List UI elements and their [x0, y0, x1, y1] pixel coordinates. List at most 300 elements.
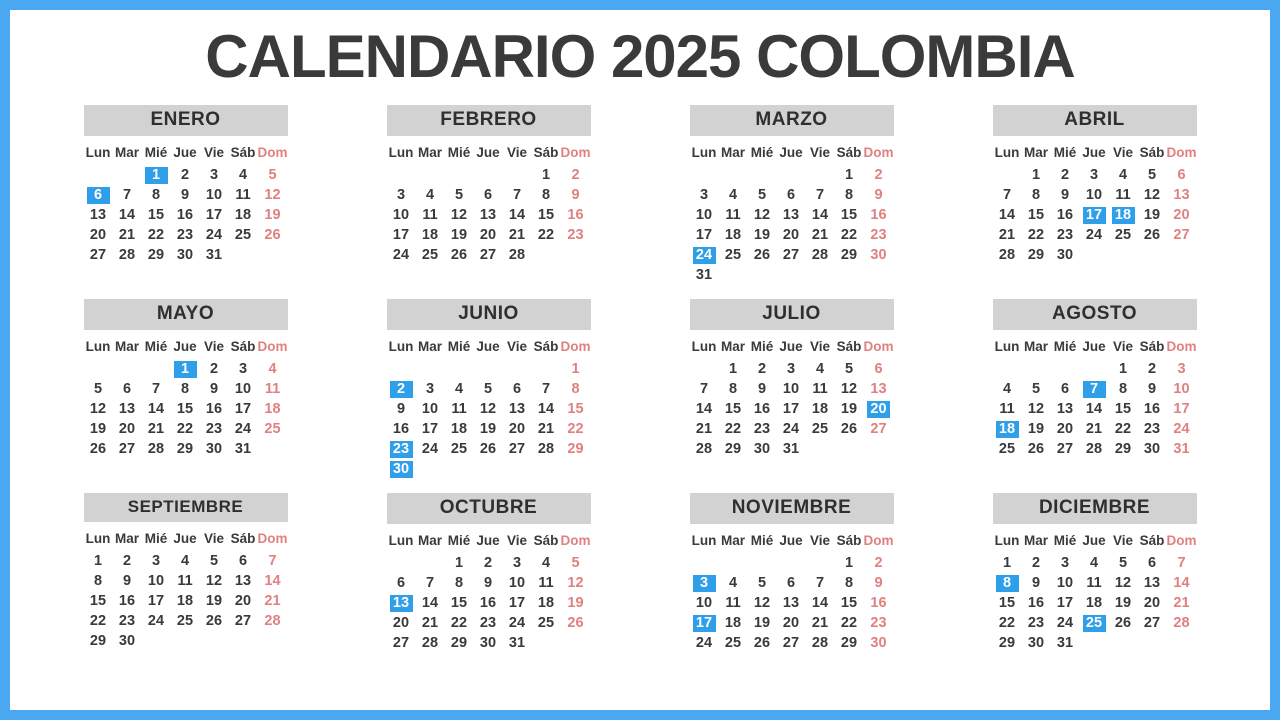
day-cell[interactable] — [748, 633, 777, 653]
day-cell[interactable] — [719, 205, 748, 225]
day-cell[interactable] — [561, 399, 591, 419]
day-cell[interactable] — [1022, 573, 1051, 593]
day-cell[interactable] — [445, 573, 474, 593]
day-cell[interactable] — [200, 185, 229, 205]
day-cell[interactable] — [532, 165, 561, 185]
day-cell[interactable] — [503, 185, 532, 205]
day-cell[interactable] — [1109, 593, 1138, 613]
day-cell[interactable] — [387, 205, 416, 225]
day-cell[interactable] — [142, 591, 171, 611]
day-cell[interactable] — [200, 379, 229, 399]
day-cell[interactable] — [171, 165, 200, 185]
day-cell[interactable] — [416, 379, 445, 399]
day-cell[interactable] — [806, 419, 835, 439]
holiday-day-cell[interactable] — [142, 165, 171, 185]
day-cell[interactable] — [748, 573, 777, 593]
day-cell[interactable] — [474, 205, 503, 225]
day-cell[interactable] — [1138, 359, 1167, 379]
day-cell[interactable] — [200, 399, 229, 419]
day-cell[interactable] — [864, 379, 894, 399]
day-cell[interactable] — [1167, 439, 1197, 459]
day-cell[interactable] — [777, 379, 806, 399]
day-cell[interactable] — [1138, 593, 1167, 613]
day-cell[interactable] — [719, 399, 748, 419]
day-cell[interactable] — [171, 571, 200, 591]
day-cell[interactable] — [835, 593, 864, 613]
day-cell[interactable] — [1022, 165, 1051, 185]
day-cell[interactable] — [445, 593, 474, 613]
day-cell[interactable] — [993, 399, 1022, 419]
day-cell[interactable] — [777, 593, 806, 613]
day-cell[interactable] — [748, 399, 777, 419]
day-cell[interactable] — [387, 245, 416, 265]
day-cell[interactable] — [84, 551, 113, 571]
day-cell[interactable] — [864, 613, 894, 633]
day-cell[interactable] — [387, 573, 416, 593]
day-cell[interactable] — [503, 245, 532, 265]
holiday-day-cell[interactable] — [993, 573, 1022, 593]
day-cell[interactable] — [993, 439, 1022, 459]
day-cell[interactable] — [445, 439, 474, 459]
day-cell[interactable] — [503, 439, 532, 459]
day-cell[interactable] — [835, 553, 864, 573]
holiday-day-cell[interactable] — [1080, 379, 1109, 399]
day-cell[interactable] — [835, 399, 864, 419]
day-cell[interactable] — [474, 573, 503, 593]
day-cell[interactable] — [864, 205, 894, 225]
holiday-day-cell[interactable] — [387, 439, 416, 459]
day-cell[interactable] — [748, 613, 777, 633]
day-cell[interactable] — [1051, 185, 1080, 205]
day-cell[interactable] — [690, 265, 719, 285]
day-cell[interactable] — [993, 553, 1022, 573]
day-cell[interactable] — [532, 573, 561, 593]
day-cell[interactable] — [748, 245, 777, 265]
day-cell[interactable] — [113, 225, 142, 245]
day-cell[interactable] — [416, 439, 445, 459]
day-cell[interactable] — [387, 225, 416, 245]
day-cell[interactable] — [806, 205, 835, 225]
day-cell[interactable] — [416, 419, 445, 439]
day-cell[interactable] — [84, 591, 113, 611]
day-cell[interactable] — [258, 419, 288, 439]
day-cell[interactable] — [200, 245, 229, 265]
day-cell[interactable] — [532, 225, 561, 245]
day-cell[interactable] — [1080, 573, 1109, 593]
day-cell[interactable] — [229, 399, 258, 419]
holiday-day-cell[interactable] — [690, 245, 719, 265]
day-cell[interactable] — [113, 205, 142, 225]
day-cell[interactable] — [993, 593, 1022, 613]
day-cell[interactable] — [864, 185, 894, 205]
day-cell[interactable] — [1051, 439, 1080, 459]
day-cell[interactable] — [864, 165, 894, 185]
day-cell[interactable] — [113, 551, 142, 571]
day-cell[interactable] — [1109, 439, 1138, 459]
day-cell[interactable] — [1167, 225, 1197, 245]
day-cell[interactable] — [474, 439, 503, 459]
day-cell[interactable] — [503, 633, 532, 653]
day-cell[interactable] — [229, 379, 258, 399]
day-cell[interactable] — [561, 553, 591, 573]
day-cell[interactable] — [1167, 419, 1197, 439]
day-cell[interactable] — [806, 573, 835, 593]
day-cell[interactable] — [1051, 633, 1080, 653]
day-cell[interactable] — [171, 439, 200, 459]
day-cell[interactable] — [445, 613, 474, 633]
day-cell[interactable] — [1138, 205, 1167, 225]
day-cell[interactable] — [1051, 225, 1080, 245]
day-cell[interactable] — [416, 593, 445, 613]
day-cell[interactable] — [532, 613, 561, 633]
day-cell[interactable] — [1080, 399, 1109, 419]
day-cell[interactable] — [84, 225, 113, 245]
day-cell[interactable] — [142, 185, 171, 205]
day-cell[interactable] — [1109, 165, 1138, 185]
day-cell[interactable] — [835, 225, 864, 245]
day-cell[interactable] — [229, 225, 258, 245]
day-cell[interactable] — [200, 551, 229, 571]
day-cell[interactable] — [864, 245, 894, 265]
day-cell[interactable] — [1022, 419, 1051, 439]
day-cell[interactable] — [171, 225, 200, 245]
day-cell[interactable] — [1167, 379, 1197, 399]
day-cell[interactable] — [835, 359, 864, 379]
day-cell[interactable] — [142, 399, 171, 419]
day-cell[interactable] — [171, 399, 200, 419]
day-cell[interactable] — [532, 553, 561, 573]
day-cell[interactable] — [142, 611, 171, 631]
day-cell[interactable] — [1051, 205, 1080, 225]
day-cell[interactable] — [1080, 439, 1109, 459]
day-cell[interactable] — [229, 419, 258, 439]
day-cell[interactable] — [1167, 185, 1197, 205]
day-cell[interactable] — [113, 439, 142, 459]
day-cell[interactable] — [1167, 205, 1197, 225]
day-cell[interactable] — [993, 613, 1022, 633]
day-cell[interactable] — [416, 573, 445, 593]
day-cell[interactable] — [719, 419, 748, 439]
day-cell[interactable] — [1080, 165, 1109, 185]
day-cell[interactable] — [200, 571, 229, 591]
day-cell[interactable] — [1080, 225, 1109, 245]
day-cell[interactable] — [806, 593, 835, 613]
day-cell[interactable] — [1022, 205, 1051, 225]
day-cell[interactable] — [561, 573, 591, 593]
day-cell[interactable] — [532, 419, 561, 439]
day-cell[interactable] — [1022, 439, 1051, 459]
day-cell[interactable] — [1080, 553, 1109, 573]
holiday-day-cell[interactable] — [387, 459, 416, 479]
day-cell[interactable] — [777, 439, 806, 459]
day-cell[interactable] — [532, 593, 561, 613]
day-cell[interactable] — [1022, 613, 1051, 633]
day-cell[interactable] — [200, 205, 229, 225]
day-cell[interactable] — [503, 419, 532, 439]
day-cell[interactable] — [416, 205, 445, 225]
day-cell[interactable] — [1167, 613, 1197, 633]
day-cell[interactable] — [1109, 359, 1138, 379]
day-cell[interactable] — [258, 185, 288, 205]
day-cell[interactable] — [1051, 419, 1080, 439]
day-cell[interactable] — [806, 245, 835, 265]
day-cell[interactable] — [229, 165, 258, 185]
day-cell[interactable] — [416, 185, 445, 205]
holiday-day-cell[interactable] — [387, 379, 416, 399]
day-cell[interactable] — [258, 359, 288, 379]
day-cell[interactable] — [777, 245, 806, 265]
day-cell[interactable] — [690, 399, 719, 419]
day-cell[interactable] — [503, 613, 532, 633]
day-cell[interactable] — [748, 225, 777, 245]
day-cell[interactable] — [864, 359, 894, 379]
day-cell[interactable] — [387, 399, 416, 419]
day-cell[interactable] — [1138, 185, 1167, 205]
day-cell[interactable] — [806, 379, 835, 399]
day-cell[interactable] — [171, 185, 200, 205]
holiday-day-cell[interactable] — [1109, 205, 1138, 225]
day-cell[interactable] — [1022, 593, 1051, 613]
day-cell[interactable] — [1138, 419, 1167, 439]
day-cell[interactable] — [719, 439, 748, 459]
day-cell[interactable] — [503, 593, 532, 613]
day-cell[interactable] — [561, 165, 591, 185]
day-cell[interactable] — [200, 419, 229, 439]
day-cell[interactable] — [474, 185, 503, 205]
day-cell[interactable] — [1051, 245, 1080, 265]
day-cell[interactable] — [719, 225, 748, 245]
day-cell[interactable] — [993, 185, 1022, 205]
day-cell[interactable] — [835, 573, 864, 593]
day-cell[interactable] — [835, 205, 864, 225]
day-cell[interactable] — [864, 225, 894, 245]
day-cell[interactable] — [113, 611, 142, 631]
day-cell[interactable] — [1167, 399, 1197, 419]
day-cell[interactable] — [1138, 165, 1167, 185]
day-cell[interactable] — [84, 611, 113, 631]
day-cell[interactable] — [84, 245, 113, 265]
day-cell[interactable] — [1022, 245, 1051, 265]
day-cell[interactable] — [113, 185, 142, 205]
day-cell[interactable] — [1138, 573, 1167, 593]
day-cell[interactable] — [171, 419, 200, 439]
day-cell[interactable] — [445, 553, 474, 573]
day-cell[interactable] — [748, 439, 777, 459]
holiday-day-cell[interactable] — [690, 613, 719, 633]
holiday-day-cell[interactable] — [1080, 205, 1109, 225]
day-cell[interactable] — [387, 419, 416, 439]
day-cell[interactable] — [1022, 633, 1051, 653]
day-cell[interactable] — [719, 593, 748, 613]
day-cell[interactable] — [777, 185, 806, 205]
day-cell[interactable] — [561, 439, 591, 459]
day-cell[interactable] — [835, 613, 864, 633]
day-cell[interactable] — [200, 165, 229, 185]
day-cell[interactable] — [229, 611, 258, 631]
day-cell[interactable] — [1109, 613, 1138, 633]
day-cell[interactable] — [84, 419, 113, 439]
holiday-day-cell[interactable] — [690, 573, 719, 593]
holiday-day-cell[interactable] — [1080, 613, 1109, 633]
day-cell[interactable] — [1138, 379, 1167, 399]
day-cell[interactable] — [84, 399, 113, 419]
day-cell[interactable] — [835, 245, 864, 265]
day-cell[interactable] — [1109, 225, 1138, 245]
day-cell[interactable] — [806, 185, 835, 205]
day-cell[interactable] — [229, 551, 258, 571]
day-cell[interactable] — [561, 419, 591, 439]
day-cell[interactable] — [171, 591, 200, 611]
holiday-day-cell[interactable] — [993, 419, 1022, 439]
holiday-day-cell[interactable] — [84, 185, 113, 205]
day-cell[interactable] — [806, 225, 835, 245]
day-cell[interactable] — [561, 593, 591, 613]
day-cell[interactable] — [445, 205, 474, 225]
day-cell[interactable] — [445, 399, 474, 419]
day-cell[interactable] — [777, 225, 806, 245]
day-cell[interactable] — [864, 593, 894, 613]
day-cell[interactable] — [777, 399, 806, 419]
day-cell[interactable] — [1167, 593, 1197, 613]
day-cell[interactable] — [445, 225, 474, 245]
day-cell[interactable] — [777, 205, 806, 225]
day-cell[interactable] — [1022, 379, 1051, 399]
day-cell[interactable] — [503, 573, 532, 593]
day-cell[interactable] — [258, 399, 288, 419]
day-cell[interactable] — [1080, 593, 1109, 613]
day-cell[interactable] — [171, 379, 200, 399]
day-cell[interactable] — [1051, 165, 1080, 185]
day-cell[interactable] — [993, 245, 1022, 265]
day-cell[interactable] — [1109, 379, 1138, 399]
day-cell[interactable] — [474, 225, 503, 245]
day-cell[interactable] — [719, 379, 748, 399]
day-cell[interactable] — [113, 419, 142, 439]
day-cell[interactable] — [532, 205, 561, 225]
day-cell[interactable] — [1167, 573, 1197, 593]
day-cell[interactable] — [171, 551, 200, 571]
day-cell[interactable] — [719, 613, 748, 633]
day-cell[interactable] — [1051, 593, 1080, 613]
day-cell[interactable] — [690, 225, 719, 245]
day-cell[interactable] — [993, 205, 1022, 225]
day-cell[interactable] — [532, 399, 561, 419]
day-cell[interactable] — [229, 359, 258, 379]
day-cell[interactable] — [229, 571, 258, 591]
day-cell[interactable] — [690, 633, 719, 653]
day-cell[interactable] — [1051, 613, 1080, 633]
day-cell[interactable] — [503, 399, 532, 419]
day-cell[interactable] — [258, 225, 288, 245]
day-cell[interactable] — [835, 633, 864, 653]
day-cell[interactable] — [1109, 553, 1138, 573]
day-cell[interactable] — [229, 205, 258, 225]
day-cell[interactable] — [503, 553, 532, 573]
day-cell[interactable] — [142, 245, 171, 265]
day-cell[interactable] — [1167, 165, 1197, 185]
day-cell[interactable] — [690, 593, 719, 613]
day-cell[interactable] — [258, 165, 288, 185]
day-cell[interactable] — [748, 379, 777, 399]
day-cell[interactable] — [561, 379, 591, 399]
day-cell[interactable] — [1109, 399, 1138, 419]
day-cell[interactable] — [474, 553, 503, 573]
day-cell[interactable] — [1022, 225, 1051, 245]
day-cell[interactable] — [561, 185, 591, 205]
day-cell[interactable] — [748, 593, 777, 613]
day-cell[interactable] — [142, 419, 171, 439]
day-cell[interactable] — [84, 379, 113, 399]
day-cell[interactable] — [1109, 185, 1138, 205]
day-cell[interactable] — [387, 613, 416, 633]
day-cell[interactable] — [864, 553, 894, 573]
day-cell[interactable] — [864, 573, 894, 593]
day-cell[interactable] — [806, 399, 835, 419]
day-cell[interactable] — [690, 205, 719, 225]
day-cell[interactable] — [258, 611, 288, 631]
day-cell[interactable] — [777, 359, 806, 379]
day-cell[interactable] — [503, 205, 532, 225]
day-cell[interactable] — [416, 245, 445, 265]
holiday-day-cell[interactable] — [171, 359, 200, 379]
day-cell[interactable] — [806, 359, 835, 379]
day-cell[interactable] — [113, 379, 142, 399]
day-cell[interactable] — [719, 245, 748, 265]
day-cell[interactable] — [142, 439, 171, 459]
day-cell[interactable] — [835, 165, 864, 185]
day-cell[interactable] — [690, 419, 719, 439]
holiday-day-cell[interactable] — [864, 399, 894, 419]
day-cell[interactable] — [864, 419, 894, 439]
day-cell[interactable] — [84, 439, 113, 459]
day-cell[interactable] — [561, 613, 591, 633]
day-cell[interactable] — [777, 633, 806, 653]
day-cell[interactable] — [142, 379, 171, 399]
day-cell[interactable] — [474, 245, 503, 265]
day-cell[interactable] — [171, 245, 200, 265]
day-cell[interactable] — [474, 419, 503, 439]
day-cell[interactable] — [561, 225, 591, 245]
day-cell[interactable] — [474, 633, 503, 653]
day-cell[interactable] — [719, 633, 748, 653]
day-cell[interactable] — [84, 631, 113, 651]
day-cell[interactable] — [258, 551, 288, 571]
day-cell[interactable] — [690, 379, 719, 399]
day-cell[interactable] — [84, 571, 113, 591]
day-cell[interactable] — [532, 379, 561, 399]
day-cell[interactable] — [113, 245, 142, 265]
day-cell[interactable] — [1138, 439, 1167, 459]
day-cell[interactable] — [416, 633, 445, 653]
day-cell[interactable] — [1051, 399, 1080, 419]
day-cell[interactable] — [113, 591, 142, 611]
day-cell[interactable] — [1138, 553, 1167, 573]
day-cell[interactable] — [474, 399, 503, 419]
day-cell[interactable] — [1080, 419, 1109, 439]
day-cell[interactable] — [777, 573, 806, 593]
day-cell[interactable] — [806, 613, 835, 633]
day-cell[interactable] — [113, 399, 142, 419]
day-cell[interactable] — [200, 591, 229, 611]
day-cell[interactable] — [229, 439, 258, 459]
day-cell[interactable] — [171, 611, 200, 631]
day-cell[interactable] — [1109, 419, 1138, 439]
day-cell[interactable] — [777, 419, 806, 439]
day-cell[interactable] — [532, 185, 561, 205]
day-cell[interactable] — [200, 439, 229, 459]
day-cell[interactable] — [1109, 573, 1138, 593]
day-cell[interactable] — [719, 185, 748, 205]
